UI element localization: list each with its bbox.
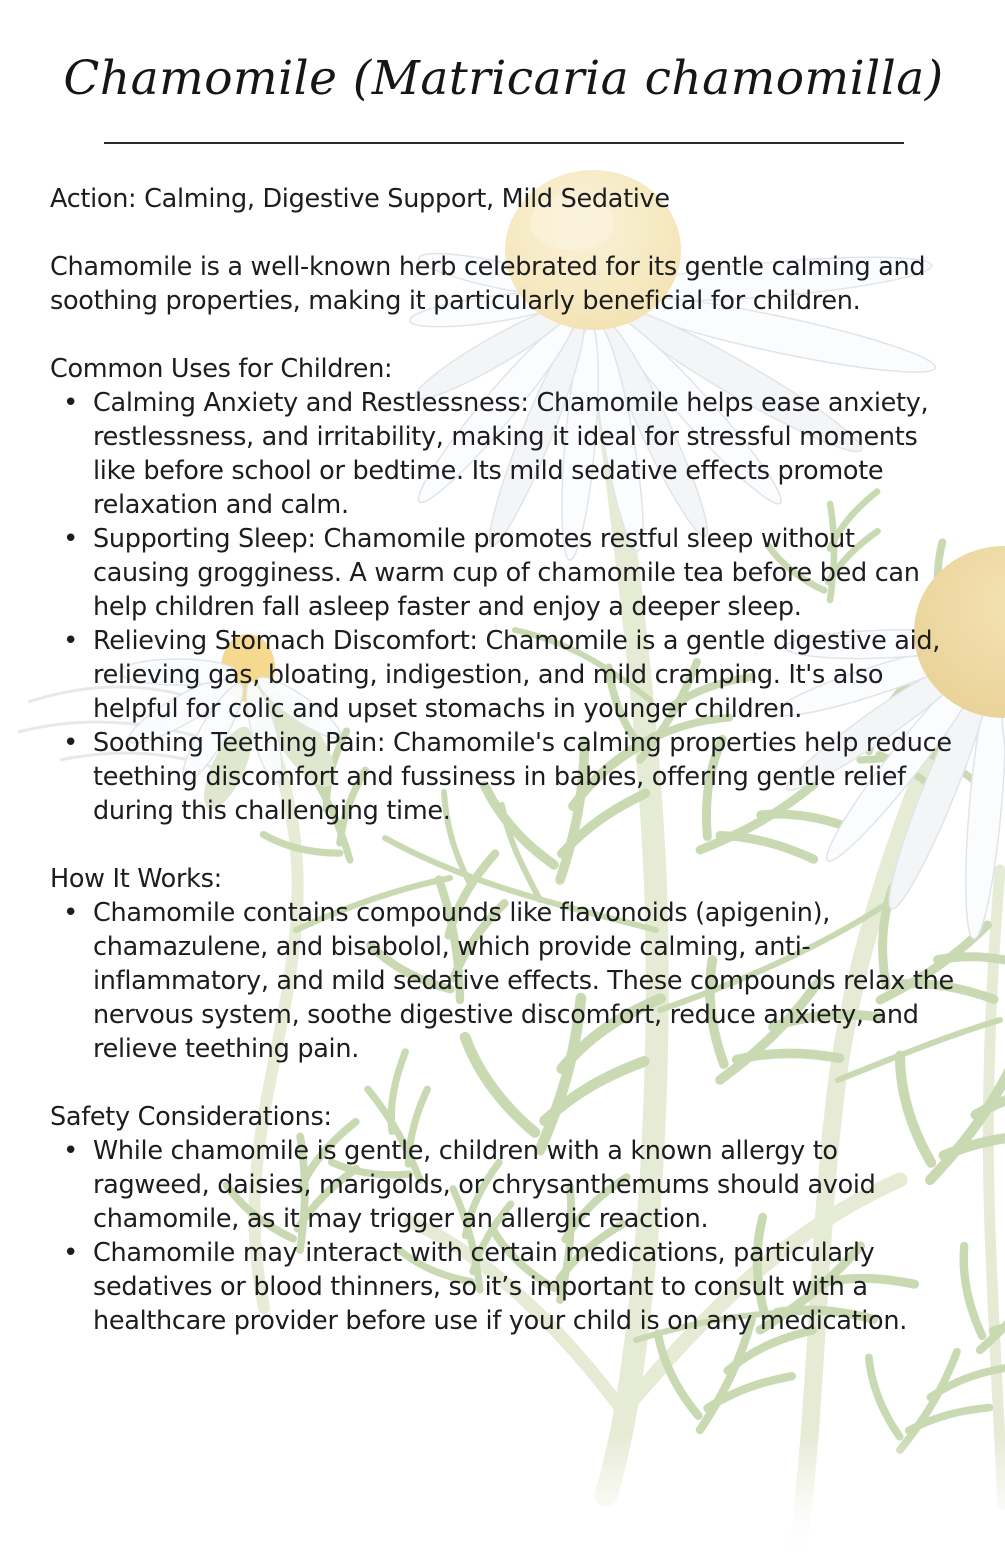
title-divider	[104, 142, 904, 144]
bullet-item: • Relieving Stomach Discomfort: Chamomile is a gentle digestive aid, relieving gas, bloating, indigestion, and mild cramping. It's also helpful for colic and upset stomachs in younger children.	[50, 624, 957, 726]
safety-list	[50, 1134, 957, 1338]
section-heading-how-it-works: How It Works:	[50, 864, 222, 895]
section-how-it-works	[50, 862, 957, 1066]
bottom-fade	[0, 1435, 1005, 1553]
bullet-item: • Supporting Sleep: Chamomile promotes restful sleep without causing grogginess. A warm cup of chamomile tea before bed can help children fall asleep faster and enjoy a deeper sleep.	[50, 522, 957, 624]
action-line: Action: Calming, Digestive Support, Mild Sedative	[50, 184, 670, 215]
page-title: Chamomile (Matricaria chamomilla)	[63, 51, 944, 106]
bullet-item: • While chamomile is gentle, children with a known allergy to ragweed, daisies, marigolds, or chrysanthemums should avoid chamomile, as it may trigger an allergic reaction.	[50, 1134, 957, 1236]
how-it-works-list	[50, 896, 957, 1066]
common-uses-list	[50, 386, 957, 828]
section-heading-common-uses: Common Uses for Children:	[50, 354, 393, 385]
section-safety	[50, 1100, 957, 1338]
bullet-item: • Chamomile contains compounds like flavonoids (apigenin), chamazulene, and bisabolol, which provide calming, anti-inflammatory, and mild sedative effects. These compounds relax the nervous system, soothe digestive discomfort, reduce anxiety, and relieve teething pain.	[50, 896, 957, 1066]
section-common-uses	[50, 352, 957, 828]
bullet-item: • Soothing Teething Pain: Chamomile's calming properties help reduce teething discomfort and fussiness in babies, offering gentle relief during this challenging time.	[50, 726, 957, 828]
intro-paragraph: Chamomile is a well-known herb celebrated for its gentle calming and soothing properties, making it particularly beneficial for children.	[50, 252, 926, 317]
bullet-item: • Chamomile may interact with certain medications, particularly sedatives or blood thinners, so it’s important to consult with a healthcare provider before use if your child is on any medication.	[50, 1236, 957, 1338]
bullet-item: • Calming Anxiety and Restlessness: Chamomile helps ease anxiety, restlessness, and irritability, making it ideal for stressful moments like before school or bedtime. Its mild sedative effects promote relaxation and calm.	[50, 386, 957, 522]
section-heading-safety: Safety Considerations:	[50, 1102, 332, 1133]
